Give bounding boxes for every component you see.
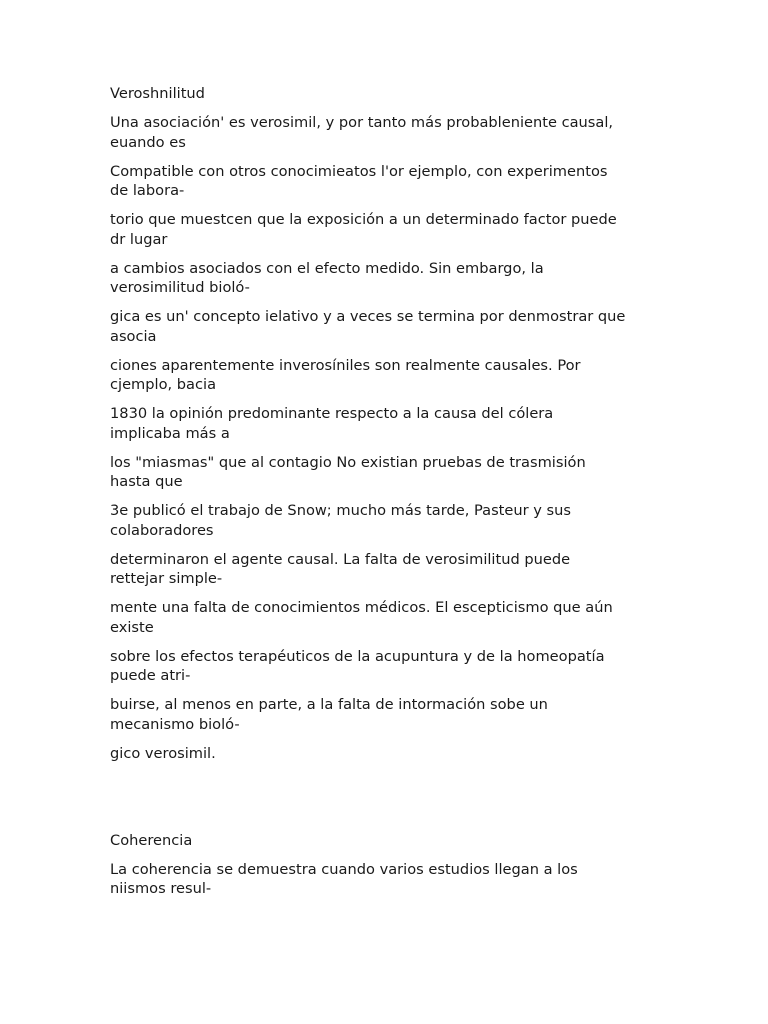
paragraph-line: rettejar simple- xyxy=(110,570,223,587)
paragraph-line: implicaba más a xyxy=(110,424,230,442)
section-verosimilitud xyxy=(110,84,662,763)
paragraph xyxy=(110,647,662,686)
paragraph-line: 3e publicó el trabajo de Snow; mucho más tarde, Pasteur y sus xyxy=(110,502,572,519)
paragraph-line: verosimilitud bioló- xyxy=(110,279,250,296)
paragraph-line: a cambios asociados con el efecto medido. Sin embargo, la xyxy=(110,259,544,277)
paragraph-line: Compatible con otros conocimieatos l'or ejemplo, con experimentos xyxy=(110,162,608,180)
paragraph-line: gica es un' concepto ielativo y a veces se termina por denmostrar que xyxy=(110,308,626,325)
paragraph-line: niismos resul- xyxy=(110,880,212,897)
paragraph-line: colaboradores xyxy=(110,521,214,539)
paragraph-line: ciones aparentemente inverosíniles son realmente causales. Por xyxy=(110,356,581,374)
document-page xyxy=(110,84,662,908)
paragraph xyxy=(110,162,662,201)
section-body xyxy=(110,860,662,899)
paragraph xyxy=(110,550,662,589)
paragraph xyxy=(110,113,662,152)
paragraph xyxy=(110,307,662,346)
paragraph-line: determinaron el agente causal. La falta de verosimilitud puede xyxy=(110,550,571,568)
paragraph-line: mente una falta de conocimientos médicos. El escepticismo que aún xyxy=(110,599,613,616)
paragraph-line: euando es xyxy=(110,133,186,151)
paragraph xyxy=(110,860,662,899)
paragraph-line: los "miasmas" que al contagio No existian pruebas de trasmisión xyxy=(110,453,586,471)
section-heading: Coherencia xyxy=(110,831,193,849)
paragraph-line: La coherencia se demuestra cuando varios estudios llegan a los xyxy=(110,860,578,878)
paragraph xyxy=(110,744,662,764)
paragraph xyxy=(110,404,662,443)
paragraph xyxy=(110,695,662,734)
paragraph-line: buirse, al menos en parte, a la falta de intormación sobe un xyxy=(110,696,548,713)
paragraph-line: puede atri- xyxy=(110,667,191,684)
paragraph xyxy=(110,259,662,298)
paragraph xyxy=(110,598,662,637)
paragraph-line: cjemplo, bacia xyxy=(110,376,217,393)
paragraph-line: 1830 la opinión predominante respecto a la causa del cólera xyxy=(110,405,554,422)
paragraph-line: hasta que xyxy=(110,473,183,490)
section-heading: Veroshnilitud xyxy=(110,85,205,102)
paragraph xyxy=(110,501,662,540)
paragraph-line: existe xyxy=(110,618,154,636)
paragraph-line: sobre los efectos terapéuticos de la acupuntura y de la homeopatía xyxy=(110,647,605,665)
paragraph-line: de labora- xyxy=(110,182,185,199)
paragraph-line: dr lugar xyxy=(110,230,168,248)
paragraph-line: asocia xyxy=(110,327,157,345)
section-coherencia xyxy=(110,831,662,899)
paragraph-line: torio que muestcen que la exposición a un determinado factor puede xyxy=(110,211,617,228)
paragraph xyxy=(110,210,662,249)
paragraph xyxy=(110,356,662,395)
paragraph xyxy=(110,453,662,492)
section-body xyxy=(110,113,662,763)
section-spacer xyxy=(110,773,662,831)
paragraph-line: mecanismo bioló- xyxy=(110,715,240,733)
paragraph-line: gico verosimil. xyxy=(110,744,216,762)
paragraph-line: Una asociación' es verosimil, y por tanto más probableniente causal, xyxy=(110,114,614,131)
